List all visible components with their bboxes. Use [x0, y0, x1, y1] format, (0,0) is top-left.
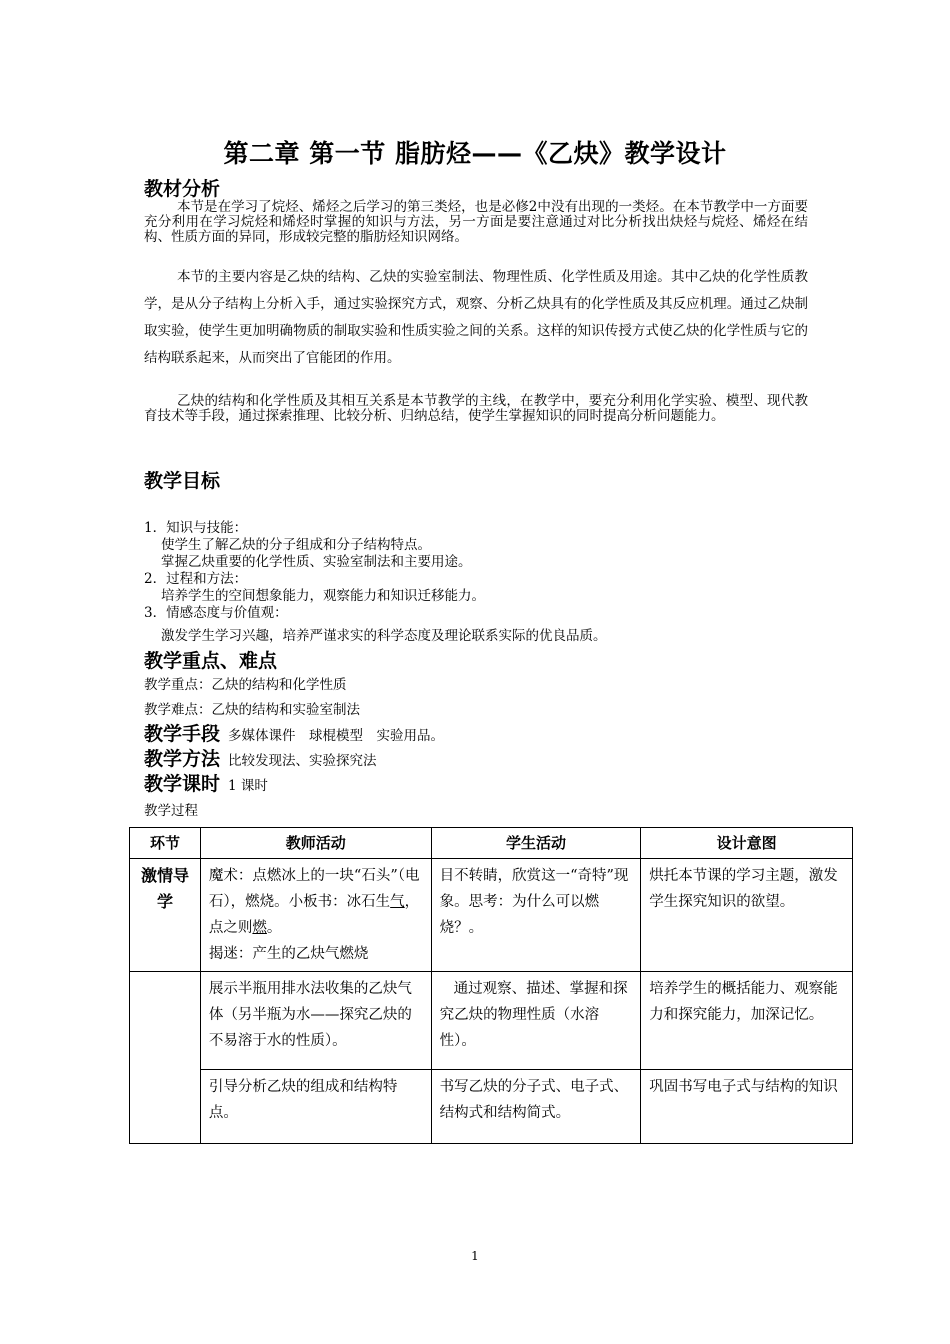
- cell-stage: [130, 972, 201, 1144]
- hours-row: [144, 769, 268, 796]
- teacher-text: 揭迷：产生的乙炔气燃烧: [208, 946, 369, 962]
- process-table: [129, 827, 853, 1144]
- analysis-paragraph-2: 本节的主要内容是乙炔的结构、乙炔的实验室制法、物理性质、化学性质及用途。其中乙炔的化学性质教学，是从分子结构上分析入手，通过实验探究方式，观察、分析乙炔具有的化学性质及其反应机理。通过乙炔制取实验，使学生更加明确物质的制取实验和性质实验之间的关系。这样的知识传授方式使乙炔的化学性质与它的结构联系起来，从而突出了官能团的作用。: [144, 269, 808, 366]
- cell-student: 目不转睛，欣赏这一“奇特”现象。思考：为什么可以燃烧？。: [431, 859, 641, 972]
- goal-line: 3．情感态度与价值观：: [144, 605, 288, 621]
- cell-intent: 烘托本节课的学习主题，激发学生探究知识的欲望。: [641, 859, 853, 972]
- goal-line: 2．过程和方法：: [144, 571, 248, 587]
- table-row: [130, 859, 853, 972]
- header-intent: 设计意图: [641, 828, 853, 859]
- header-teacher: 教师活动: [200, 828, 431, 859]
- page-number: 1: [471, 1249, 479, 1263]
- cell-teacher: 引导分析乙炔的组成和结构特点。: [200, 1070, 431, 1144]
- method-row: [144, 744, 377, 771]
- means-text: 多媒体课件 球棍模型 实验用品。: [228, 728, 445, 744]
- goal-line: 使学生了解乙炔的分子组成和分子结构特点。: [161, 537, 431, 553]
- hours-text: 1 课时: [228, 778, 268, 794]
- cell-intent: 培养学生的概括能力、观察能力和探究能力，加深记忆。: [641, 972, 853, 1070]
- table-row: [130, 972, 853, 1070]
- goal-line: 1．知识与技能：: [144, 520, 248, 536]
- goal-line: 掌握乙炔重要的化学性质、实验室制法和主要用途。: [161, 554, 472, 570]
- means-heading: 教学手段: [144, 723, 221, 745]
- cell-teacher: 展示半瓶用排水法收集的乙炔气体（另半瓶为水——探究乙炔的不易溶于水的性质）。: [200, 972, 431, 1070]
- goal-line: 培养学生的空间想象能力，观察能力和知识迁移能力。: [161, 588, 485, 604]
- section-heading-goals: 教学目标: [144, 470, 221, 492]
- analysis-paragraph-3: 乙炔的结构和化学性质及其相互关系是本节教学的主线，在教学中，要充分利用化学实验、模型、现代教育技术等手段，通过探索推理、比较分析、归纳总结，使学生掌握知识的同时提高分析问题能力。: [144, 393, 808, 424]
- hours-heading: 教学课时: [144, 773, 221, 795]
- teacher-underlined: 燃: [252, 920, 267, 936]
- document-title: 第二章 第一节 脂肪烃——《乙炔》教学设计: [223, 139, 727, 168]
- section-heading-key-points: 教学重点、难点: [144, 650, 278, 672]
- method-heading: 教学方法: [144, 748, 221, 770]
- method-text: 比较发现法、实验探究法: [228, 753, 377, 769]
- header-student: 学生活动: [431, 828, 641, 859]
- cell-student: 书写乙炔的分子式、电子式、结构式和结构简式。: [431, 1070, 641, 1144]
- teacher-text: ，点之则: [208, 894, 420, 936]
- cell-intent: 巩固书写电子式与结构的知识: [641, 1070, 853, 1144]
- teacher-text: 。: [266, 920, 282, 936]
- table-header-row: [130, 828, 853, 859]
- cell-teacher: [200, 859, 431, 972]
- analysis-paragraph-1: 本节是在学习了烷烃、烯烃之后学习的第三类烃，也是必修2中没有出现的一类烃。在本节教学中一方面要充分利用在学习烷烃和烯烃时掌握的知识与方法，另一方面是要注意通过对比分析找出炔烃与烷烃、烯烃在结构、性质方面的异同，形成较完整的脂肪烃知识网络。: [144, 199, 808, 245]
- cell-student: 通过观察、描述、掌握和探究乙炔的物理性质（水溶性）。: [431, 972, 641, 1070]
- process-label: 教学过程: [144, 803, 198, 819]
- header-stage: 环节: [130, 828, 201, 859]
- goal-line: 激发学生学习兴趣，培养严谨求实的科学态度及理论联系实际的优良品质。: [161, 628, 607, 644]
- section-heading-analysis: 教材分析: [144, 178, 221, 200]
- key-point-focus: 教学重点：乙炔的结构和化学性质: [144, 677, 347, 693]
- teacher-underlined: 气: [390, 894, 405, 910]
- teacher-text: 魔术：点燃冰上的一块“石头”（电石），燃烧。小板书：冰石生: [208, 868, 420, 910]
- table-row: [130, 1070, 853, 1144]
- means-row: [144, 719, 444, 746]
- cell-stage: 激情导学: [130, 859, 201, 972]
- key-point-difficulty: 教学难点：乙炔的结构和实验室制法: [144, 702, 360, 718]
